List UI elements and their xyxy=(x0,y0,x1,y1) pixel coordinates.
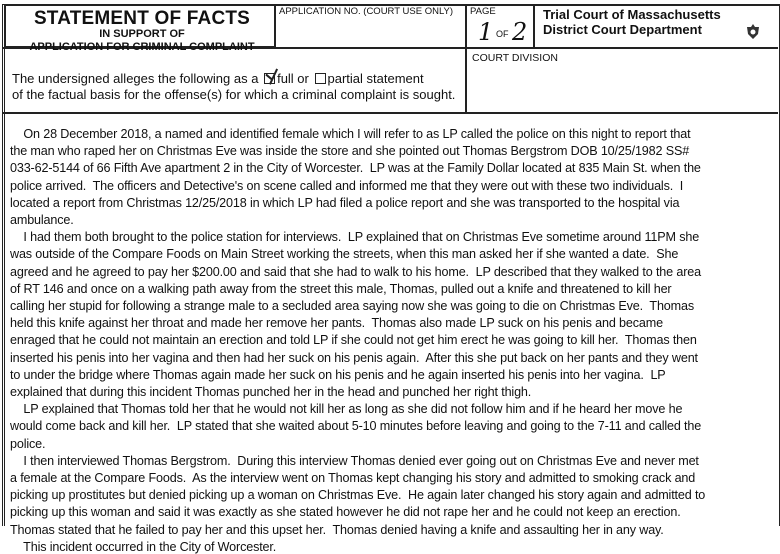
application-no-label: APPLICATION NO. (COURT USE ONLY) xyxy=(279,6,454,17)
full-statement-checkbox[interactable] xyxy=(264,73,275,84)
statement-line: police arrived. The officers and Detective's on scene called and informed me that they were out with these two individuals. I xyxy=(10,178,684,193)
statement-line: picking up this woman and said it was exactly as she stated however he did not rape her and he could not keep an erection. xyxy=(10,505,681,520)
form-subtitle: APPLICATION FOR CRIMINAL COMPLAINT xyxy=(29,41,255,53)
statement-line: to under the bridge where Thomas again made her suck on his penis and he again inserted his penis into her vagina. LP xyxy=(10,367,666,382)
court-line-1: Trial Court of Massachusetts xyxy=(543,7,721,22)
court-line-2: District Court Department xyxy=(543,22,702,37)
form-subtitle: IN SUPPORT OF xyxy=(99,28,185,40)
partial-statement-label: partial statement xyxy=(327,71,424,86)
statement-line: ambulance. xyxy=(10,213,74,227)
statement-line: inserted his penis into her vagina and then had her suck on his penis again. After this she put back on her pants and they went xyxy=(10,350,698,365)
page-total: 2 xyxy=(512,18,528,46)
divider xyxy=(2,112,778,114)
statement-line: held this knife against her throat and made her remove her pants. Thomas also made LP suck on his penis and became xyxy=(10,316,663,331)
statement-line: This incident occurred in the City of Worcester. xyxy=(10,539,277,554)
statement-line: the man who raped her on Christmas Eve was inside the store and she pointed out Thomas Bergstrom DOB 10/25/1982 SS# xyxy=(10,144,690,159)
form-title: STATEMENT OF FACTS xyxy=(33,8,251,29)
page-label: PAGE xyxy=(470,6,496,17)
page-of: OF xyxy=(496,29,509,39)
title-block xyxy=(4,4,276,53)
allegation-prefix: The undersigned alleges the following as a xyxy=(12,71,259,86)
statement-line: enraged that he could not maintain an erection and told LP if she could not get him erect he was going to kill her. Thomas then xyxy=(10,333,697,348)
statement-line: picking up prostitutes but denied picking up a woman on Christmas Eve. He again later changed his story again and admitted to xyxy=(10,488,706,503)
partial-statement-checkbox[interactable] xyxy=(315,73,326,84)
statement-line: I then interviewed Thomas Bergstrom. During this interview Thomas denied ever going out on Christmas Eve and never met xyxy=(10,453,699,468)
statement-line: LP explained that Thomas told her that he would not kill her as long as she did not follow him and if he heard her move he xyxy=(10,402,683,417)
divider xyxy=(533,4,535,48)
court-division-label: COURT DIVISION xyxy=(472,52,558,64)
statement-line: I had them both brought to the police station for interviews. LP explained that on Christmas Eve sometime around 11PM she xyxy=(10,230,700,245)
statement-line: a female at the Compare Foods. As the interview went on Thomas kept changing his story and admitted to smoking crack and xyxy=(10,471,696,485)
statement-line: agreed and he agreed to pay her $200.00 and said that she had to walk to his home. LP described that they walked to the area xyxy=(10,264,701,279)
statement-line: located a report from Christmas 12/25/2018 in which LP had filed a police report and she was transported to the hospital via xyxy=(10,195,680,210)
statement-line: was outside of the Compare Foods on Main Street working the streets, when this man asked her if she wanted a date. She xyxy=(10,247,679,262)
statement-line: Thomas stated that he failed to pay her and this upset her. Thomas denied having a knife and assaulting her in any way. xyxy=(10,522,664,537)
massachusetts-seal-icon xyxy=(746,24,760,40)
statement-line: On 28 December 2018, a named and identified female which I will refer to as LP called the police on this night to report that xyxy=(10,127,691,141)
page-current: 1 xyxy=(478,18,494,46)
allegation-line-2: of the factual basis for the offense(s) for which a criminal complaint is sought. xyxy=(12,87,456,102)
statement-line: of RT 146 and once on a walking path away from the street this male, Thomas, pulled out a knife and threatened to kill her xyxy=(10,281,672,296)
statement-line: explained that during this incident Thomas punched her in the head and punched her right thigh. xyxy=(10,385,532,399)
allegation-statement xyxy=(12,71,467,103)
statement-line: calling her stupid for following a strange male to a secluded area saying now she was going to die on Christmas Eve. Thomas xyxy=(10,299,695,313)
full-statement-label: full or xyxy=(277,71,309,86)
court-name xyxy=(543,7,721,37)
statement-line: would come back and kill her. LP stated that she waited about 5-10 minutes before leaving and going to the 7-11 and called the xyxy=(10,419,702,434)
statement-line: 033-62-5144 of 66 Fifth Ave apartment 2 in the City of Worcester. LP was at the Family Dollar located at 835 Main St. when the xyxy=(10,161,701,176)
statement-line: police. xyxy=(10,436,46,451)
